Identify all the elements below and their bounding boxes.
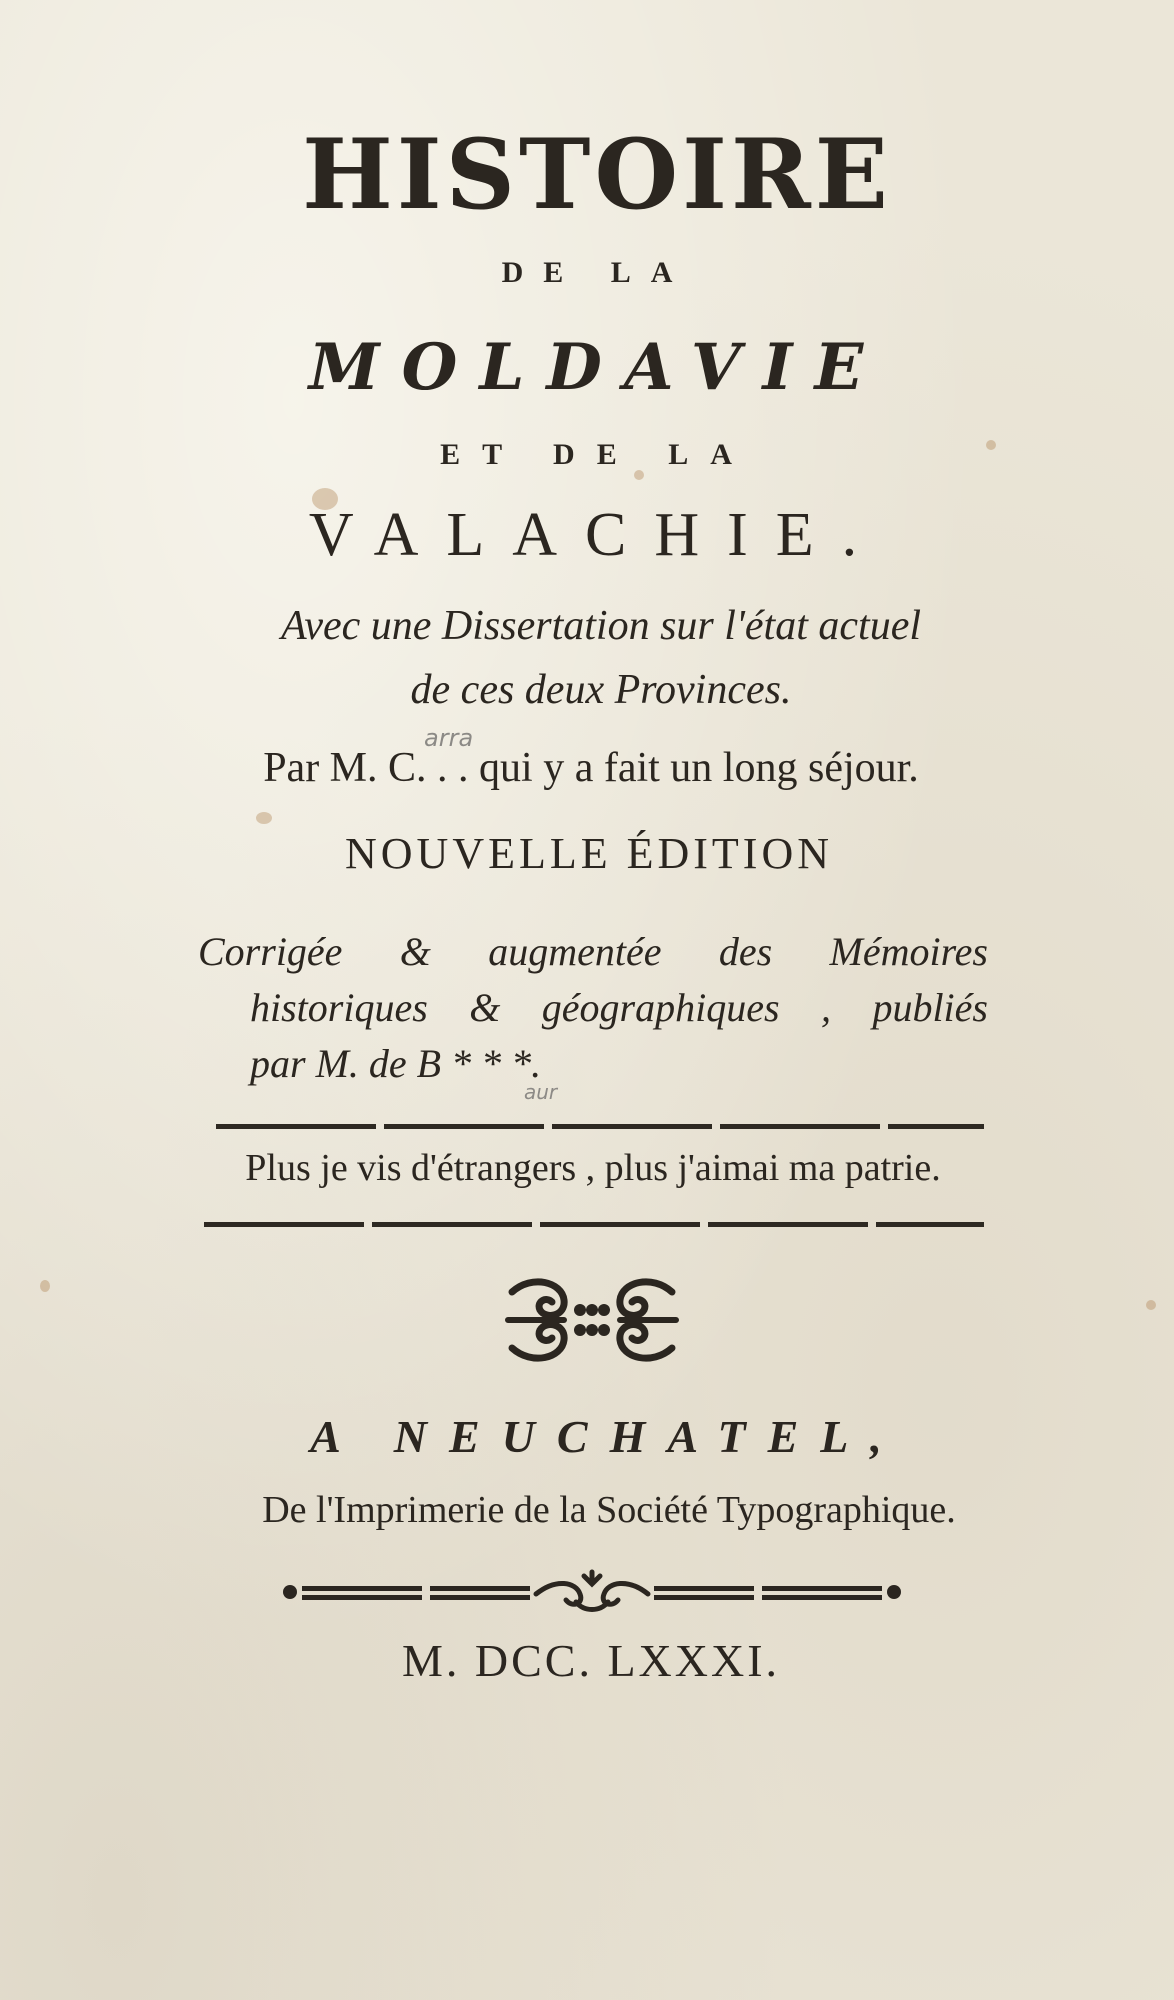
epigraph: Plus je vis d'étrangers , plus j'aimai ma patrie. — [245, 1147, 941, 1189]
edition-description-line-2: historiques & géographiques , publiés — [250, 985, 988, 1030]
foxing-spot — [1146, 1300, 1156, 1310]
subtitle-line-2: de ces deux Provinces. — [410, 667, 792, 713]
imprint-place: A NEUCHATEL, — [310, 1411, 904, 1462]
edition-line: NOUVELLE ÉDITION — [345, 829, 833, 878]
handwritten-annotation: arra — [424, 724, 474, 752]
edition-description-line-3: par M. de B * * *. — [250, 1041, 542, 1086]
title-connector-et-de-la: ET DE LA — [440, 438, 754, 471]
foxing-spot — [256, 812, 272, 824]
divider-rule — [204, 1222, 984, 1227]
book-title: HISTOIRE — [302, 118, 892, 231]
title-moldavie: MOLDAVIE — [308, 330, 886, 405]
foxing-spot — [40, 1280, 50, 1292]
handwritten-annotation: aur — [524, 1080, 558, 1104]
subtitle — [14, 594, 1174, 722]
decorative-rule-icon — [280, 1568, 904, 1612]
publication-date: M. DCC. LXXXI. — [401, 1635, 781, 1686]
subtitle-line-1: Avec une Dissertation sur l'état actuel — [280, 603, 922, 649]
imprint-printer: De l'Imprimerie de la Société Typographique. — [262, 1489, 956, 1531]
title-connector-de-la: DE LA — [501, 256, 693, 289]
acanthus-fleuron-icon — [502, 1272, 682, 1368]
title-valachie: VALACHIE. — [308, 501, 886, 569]
divider-rule — [216, 1124, 984, 1129]
author-line: Par M. C. . . qui y a fait un long séjour. — [263, 745, 919, 791]
edition-description — [198, 924, 988, 1092]
edition-description-line-1: Corrigée & augmentée des Mémoires — [198, 929, 988, 974]
